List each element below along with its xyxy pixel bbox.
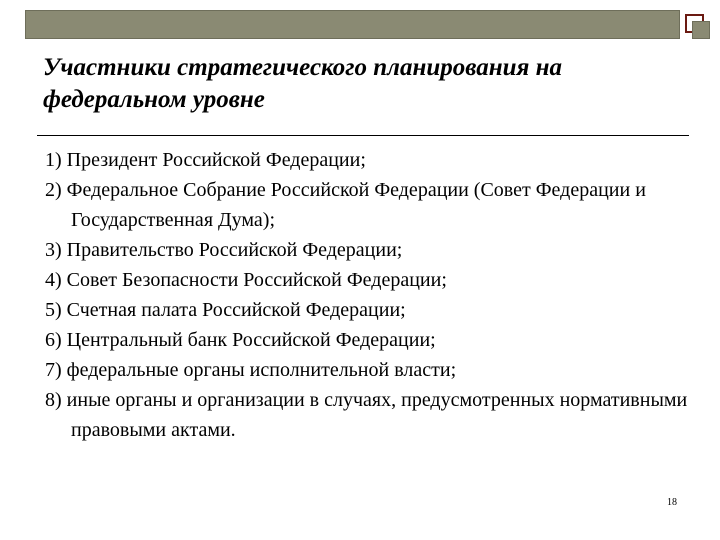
page-number: 18 — [667, 497, 677, 508]
list-item: 2) Федеральное Собрание Российской Федерации (Совет Федерации и Государственная Дума); — [45, 179, 646, 231]
list-item: 7) федеральные органы исполнительной власти; — [45, 359, 457, 381]
list-item: 4) Совет Безопасности Российской Федерации; — [45, 269, 447, 291]
list-item: 6) Центральный банк Российской Федерации; — [45, 329, 436, 351]
list-item: 3) Правительство Российской Федерации; — [45, 239, 403, 261]
list-item: 1) Президент Российской Федерации; — [45, 149, 366, 171]
list-item: 5) Счетная палата Российской Федерации; — [45, 299, 406, 321]
title-divider — [37, 135, 689, 136]
slide-title: Участники стратегического планирования на федеральном уровне — [43, 54, 563, 113]
participants-list — [45, 145, 695, 445]
decorative-header-bar — [25, 10, 680, 39]
list-item: 8) иные органы и организации в случаях, предусмотренных нормативными правовыми актами. — [45, 389, 688, 441]
decorative-square-filled — [692, 21, 710, 39]
